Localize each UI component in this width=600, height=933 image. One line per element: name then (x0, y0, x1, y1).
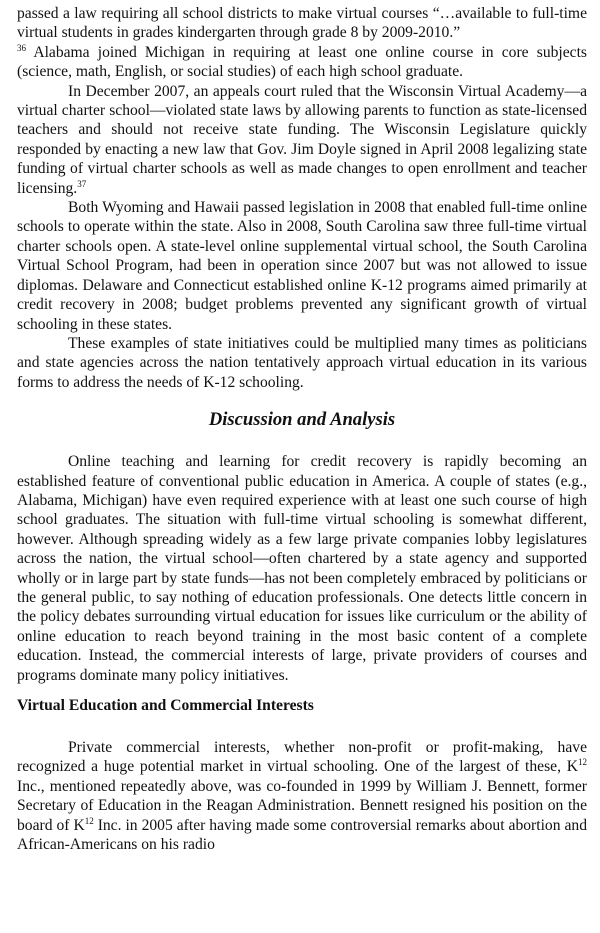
paragraph-text: In December 2007, an appeals court ruled that the Wisconsin Virtual Academy—a virtual charter school—violated state laws by allowing parents to function as state-licensed teachers and should not receive state funding. The Wisconsin Legislature quickly responded by enacting a new law that Gov. Jim Doyle signed in April 2008 legalizing state funding of virtual charter schools as well as made changes to open enrollment and teacher licensing. (17, 82, 587, 197)
footnote-marker-36: 36 (17, 42, 26, 53)
paragraph-text: Private commercial interests, whether non-profit or profit-making, have recognized a huge potential market in virtual schooling. One of the largest of these, K (17, 739, 587, 776)
paragraph-credit-recovery (17, 452, 587, 685)
paragraph-text: Inc. in 2005 after having made some controversial remarks about abortion and African-Americans on his radio (17, 816, 587, 854)
page-bottom-fade (0, 907, 600, 933)
document-page (17, 4, 587, 854)
superscript-12: 12 (84, 815, 94, 826)
subsection-heading: Virtual Education and Commercial Interests (17, 697, 314, 714)
footnote-marker-37: 37 (77, 178, 87, 189)
paragraph-state-initiatives (17, 334, 587, 392)
paragraph-text: passed a law requiring all school districts to make virtual courses “…available to full-time virtual students in grades kindergarten through grade 8 by 2009-2010.” (17, 5, 587, 42)
paragraph-wisconsin (17, 82, 587, 198)
paragraph-text: These examples of state initiatives could be multiplied many times as politicians and state agencies across the nation tentatively approach virtual education in its various forms to address the needs of K-12 schooling. (17, 334, 587, 391)
superscript-12: 12 (578, 757, 587, 768)
paragraph-wyoming-hawaii (17, 198, 587, 334)
paragraph-text: Alabama joined Michigan in requiring at least one online course in core subjects (science, math, English, or social studies) of each high school graduate. (17, 43, 587, 81)
paragraph-commercial-interests (17, 738, 587, 854)
section-heading: Discussion and Analysis (208, 409, 396, 431)
paragraph-text: Both Wyoming and Hawaii passed legislation in 2008 that enabled full-time online schools to operate within the state. Also in 2008, South Carolina saw three full-time virtual charter schools open. A state-level online supplemental virtual school, the South Carolina Virtual School Program, had been in operation since 2007 but was not allowed to issue diplomas. Delaware and Connecticut established online K-12 programs aimed primarily at credit recovery in 2008; budget problems prevented any significant growth of virtual schooling in these states. (17, 199, 587, 333)
paragraph-text: Inc., mentioned repeatedly above, was co-founded in 1999 by William J. Bennett, former Secretary of Education in the Reagan Administration. Bennett resigned his position on the board of K (17, 777, 587, 834)
paragraph-state-laws-continued (17, 4, 587, 82)
paragraph-text: Online teaching and learning for credit recovery is rapidly becoming an established feature of conventional public education in America. A couple of states (e.g., Alabama, Michigan) have even required experience with at least one such course of high school graduates. The situation with full-time virtual schooling is somewhat different, however. Although spreading widely as a few large private companies lobby legislatures across the nation, the virtual school—often chartered by a state agency and supported wholly or in large part by state funds—has not been completely embraced by politicians or the general public, to say nothing of education professionals. One detects little concern in the policy debates surrounding virtual education for issues like curriculum or the ability of online education to reach beyond training in the most basic content of a complete education. Instead, the commercial interests of large, private providers of courses and programs dominate many policy initiatives. (17, 453, 587, 684)
